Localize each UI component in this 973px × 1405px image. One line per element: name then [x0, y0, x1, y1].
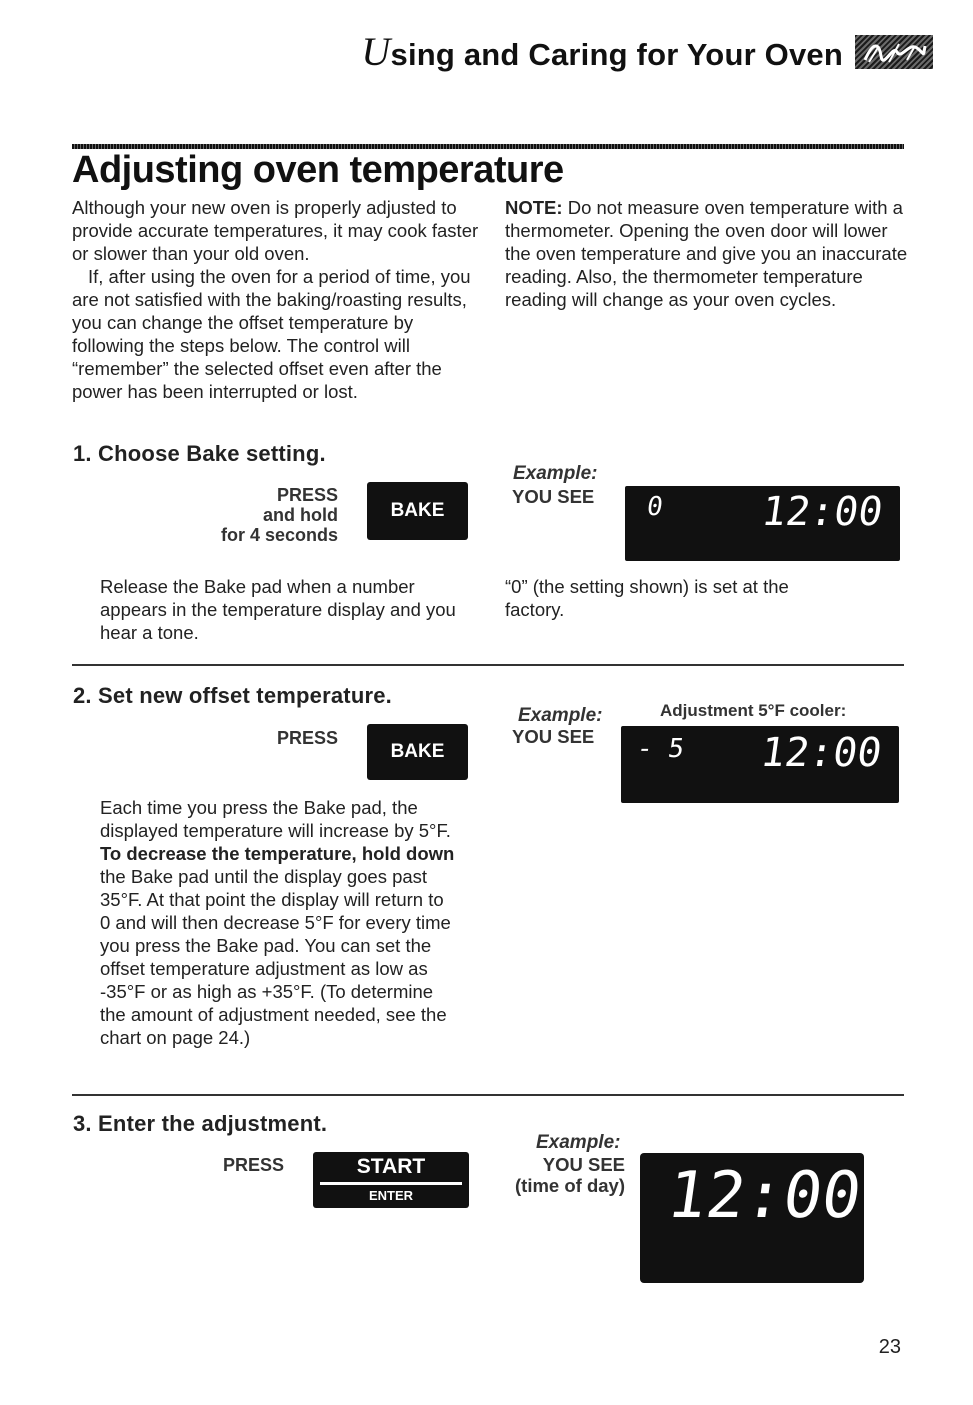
- note-label: NOTE:: [505, 197, 563, 218]
- step-1-instruction: Release the Bake pad when a number appears in the temperature display and you hear a tone.: [100, 576, 456, 643]
- bake-pad-button[interactable]: BAKE: [367, 724, 468, 780]
- time-of-day-text: (time of day): [515, 1175, 625, 1196]
- adjustment-label: Adjustment 5°F cooler:: [660, 701, 847, 720]
- display-clock: 12:00: [758, 489, 886, 535]
- step-1-heading: 1. Choose Bake setting.: [73, 441, 326, 466]
- enter-label: ENTER: [368, 1188, 414, 1203]
- start-enter-pad-button[interactable]: [313, 1152, 469, 1208]
- step-2-example-label: Example:: [518, 705, 603, 726]
- step-3-example-label: Example:: [536, 1132, 621, 1153]
- header-decorative-logo: [855, 35, 933, 69]
- step-2-heading: 2. Set new offset temperature.: [73, 683, 392, 708]
- section-header-title: [361, 28, 843, 75]
- intro-paragraph-2: If, after using the oven for a period of time, you are not satisfied with the baking/roasting results, you can change the offset temperature by following the steps below. The control will “remember” the selected offset even after the power has been interrupted or lost.: [72, 266, 471, 402]
- section-header-initial: U: [361, 29, 391, 74]
- step-3-you-see-label: [500, 1154, 625, 1196]
- step-1-you-see-label: YOU SEE: [512, 486, 595, 507]
- step-1-press-label: [160, 485, 338, 545]
- step-1-caption: “0” (the setting shown) is set at the factory.: [505, 576, 789, 620]
- step-2-body-text-continued: the Bake pad until the display goes past 35°F. At that point the display will return to 0 and will then decrease 5°F for every time you press the Bake pad. You can set the offset temperature adjustment as low as -35°F or as high as +35°F. (To determine the amount of adjustment needed, see the chart on page 24.): [100, 866, 451, 1048]
- step-2-oven-display: [621, 726, 899, 803]
- step-3-oven-display: [640, 1153, 864, 1283]
- intro-text: [72, 196, 482, 403]
- page-title: Adjusting oven temperature: [72, 149, 564, 191]
- step-1-oven-display: [625, 486, 900, 561]
- note-body: Do not measure oven temperature with a thermometer. Opening the oven door will lower the oven temperature and give you an inaccurate reading. Also, the thermometer temperature reading will change as your oven cycles.: [505, 197, 908, 310]
- step-3-press-label: PRESS: [222, 1155, 284, 1175]
- display-clock: 12:00: [662, 1159, 866, 1233]
- start-label: START: [356, 1155, 426, 1178]
- step-3-heading: 3. Enter the adjustment.: [73, 1111, 328, 1136]
- section-divider: [72, 664, 904, 666]
- step-1-example-label: Example:: [513, 463, 598, 484]
- page-number: 23: [878, 1336, 901, 1358]
- note-text: [505, 196, 910, 311]
- you-see-text: YOU SEE: [542, 1154, 625, 1175]
- section-header-text: sing and Caring for Your Oven: [390, 37, 843, 72]
- bake-pad-button[interactable]: BAKE: [367, 482, 468, 540]
- duration-text: for 4 seconds: [220, 525, 338, 545]
- press-text: PRESS: [276, 485, 338, 505]
- step-2-body: [100, 796, 455, 1049]
- intro-paragraph-1: Although your new oven is properly adjusted to provide accurate temperatures, it may cook faster or slower than your old oven.: [72, 197, 479, 264]
- step-2-you-see-label: YOU SEE: [512, 726, 595, 747]
- section-divider: [72, 1094, 904, 1096]
- step-2-body-text: Each time you press the Bake pad, the displayed temperature will increase by 5°F.: [100, 797, 451, 841]
- display-temperature-offset: - 5: [634, 734, 687, 764]
- step-2-press-label: PRESS: [276, 728, 338, 748]
- display-temperature-offset: 0: [644, 492, 665, 522]
- script-logo-icon: [859, 38, 929, 66]
- and-hold-text: and hold: [263, 505, 338, 525]
- display-clock: 12:00: [757, 730, 885, 776]
- step-2-body-bold: To decrease the temperature, hold down: [100, 843, 455, 864]
